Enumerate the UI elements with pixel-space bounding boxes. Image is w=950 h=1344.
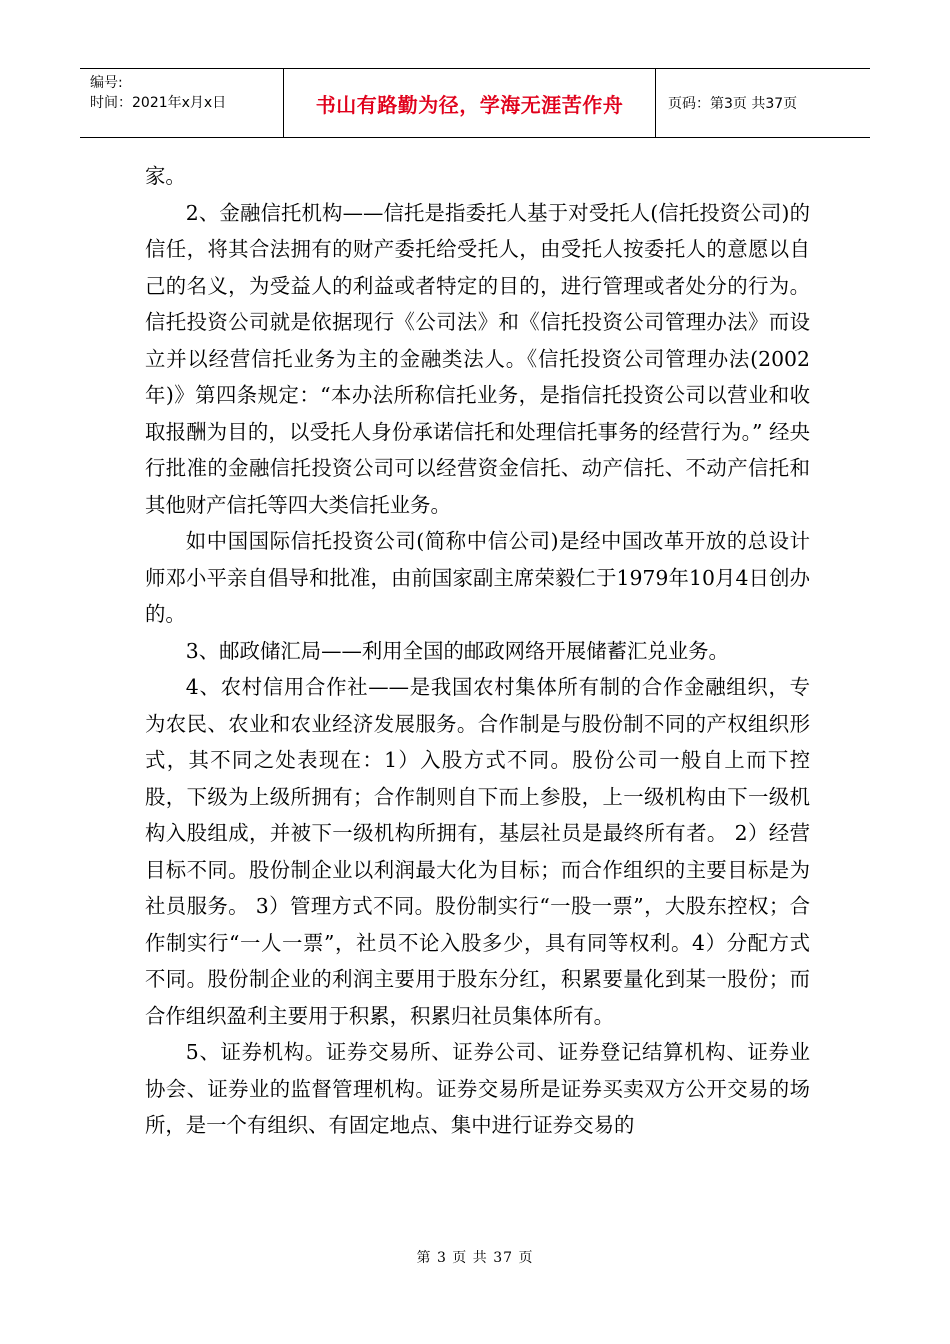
paragraph: 4、农村信用合作社——是我国农村集体所有制的合作金融组织，专为农民、农业和农业经济发展服务。合作制是与股份制不同的产权组织形式，其不同之处表现在：1）入股方式不同。股份公司一般自上而下控股，下级为上级所拥有；合作制则自下而上参股，上一级机构由下一级机构入股组成，并被下一级机构所拥有，基层社员是最终所有者。 2）经营目标不同。股份制企业以利润最大化为目标；而合作组织的主要目标是为社员服务。 3）管理方式不同。股份制实行“一股一票”，大股东控权；合作制实行“一人一票”，社员不论入股多少，具有同等权利。4）分配方式不同。股份制企业的利润主要用于股东分红，积累要量化到某一股份；而合作组织盈利主要用于积累，积累归社员集体所有。 [145, 675, 810, 1028]
page-footer: 第 3 页 共 37 页 [416, 1250, 534, 1266]
header-motto: 书山有路勤为径，学海无涯苦作舟 [284, 69, 656, 137]
document-number-label: 编号: [90, 75, 123, 91]
header-meta [80, 69, 284, 137]
document-body [145, 158, 810, 1144]
paragraph: 2、金融信托机构——信托是指委托人基于对受托人(信托投资公司)的信任，将其合法拥有的财产委托给受托人，由受托人按委托人的意愿以自己的名义，为受益人的利益或者特定的目的，进行管理或者处分的行为。信托投资公司就是依据现行《公司法》和《信托投资公司管理办法》而设立并以经营信托业务为主的金融类法人。《信托投资公司管理办法(2002年)》第四条规定：“本办法所称信托业务，是指信托投资公司以营业和收取报酬为目的，以受托人身份承诺信托和处理信托事务的经营行为。” 经央行批准的金融信托投资公司可以经营资金信托、动产信托、不动产信托和其他财产信托等四大类信托业务。 [145, 200, 810, 517]
document-time: 时间：2021年x月x日 [90, 95, 227, 111]
page-header [80, 68, 870, 138]
paragraph: 如中国国际信托投资公司(简称中信公司)是经中国改革开放的总设计师邓小平亲自倡导和批准，由前国家副主席荣毅仁于1979年10月4日创办的。 [145, 529, 810, 626]
paragraph: 3、邮政储汇局——利用全国的邮政网络开展储蓄汇兑业务。 [185, 638, 729, 663]
paragraph: 家。 [145, 164, 186, 188]
header-page-info: 页码：第3页 共37页 [668, 96, 798, 112]
paragraph: 5、证券机构。证券交易所、证券公司、证券登记结算机构、证券业协会、证券业的监督管理机构。证券交易所是证券买卖双方公开交易的场所，是一个有组织、有固定地点、集中进行证券交易的 [145, 1040, 810, 1137]
